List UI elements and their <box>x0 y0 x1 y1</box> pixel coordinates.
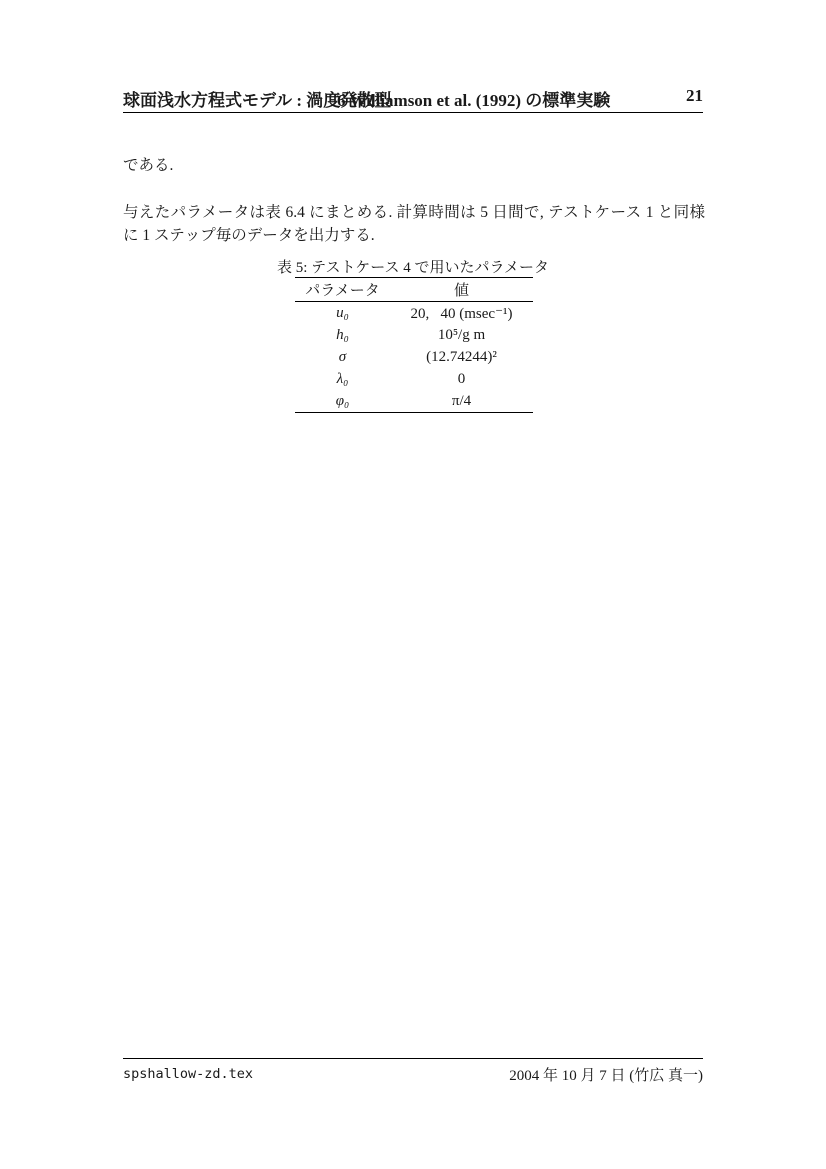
table-row-sigma <box>295 346 533 368</box>
page-number: 21 <box>686 86 703 105</box>
table-row-phi0 <box>295 390 533 413</box>
table-header-row <box>295 278 533 302</box>
paragraph-first: である. <box>123 156 174 174</box>
column-header-value: 値 <box>390 278 533 302</box>
param-symbol: σ <box>338 348 347 365</box>
table-row-lambda0 <box>295 368 533 390</box>
running-title: 球面浅水方程式モデル : 渦度発散型 <box>123 91 392 110</box>
column-header-parameter: パラメータ <box>295 278 390 302</box>
param-value: (12.74244)² <box>426 348 497 365</box>
param-symbol: u₀ <box>336 304 349 321</box>
param-value: 10⁵/g m <box>437 326 486 343</box>
table-caption: 表 5: テストケース 4 で用いたパラメータ <box>276 260 550 276</box>
footer-filename: spshallow-zd.tex <box>123 1066 254 1082</box>
header-rule <box>123 112 703 113</box>
table-row-u0 <box>295 302 533 325</box>
table-row-h0 <box>295 324 533 346</box>
parameters-table <box>295 277 533 413</box>
param-value: 0 <box>457 370 466 387</box>
footer-rule <box>123 1058 703 1059</box>
param-value: π/4 <box>451 392 472 409</box>
param-symbol: h₀ <box>336 326 349 343</box>
param-value: 20, 40 (msec⁻¹) <box>410 305 513 322</box>
param-symbol: λ₀ <box>336 370 349 387</box>
footer-date-author: 2004 年 10 月 7 日 (竹広 真一) <box>509 1068 703 1084</box>
section-title: 6 Williamson et al. (1992) の標準実験 <box>337 91 611 110</box>
param-symbol: φ₀ <box>335 392 350 409</box>
paragraph-second: 与えたパラメータは表 6.4 にまとめる. 計算時間は 5 日間で, テストケース 1 と同様に 1 ステップ毎のデータを出力する. <box>123 203 705 244</box>
